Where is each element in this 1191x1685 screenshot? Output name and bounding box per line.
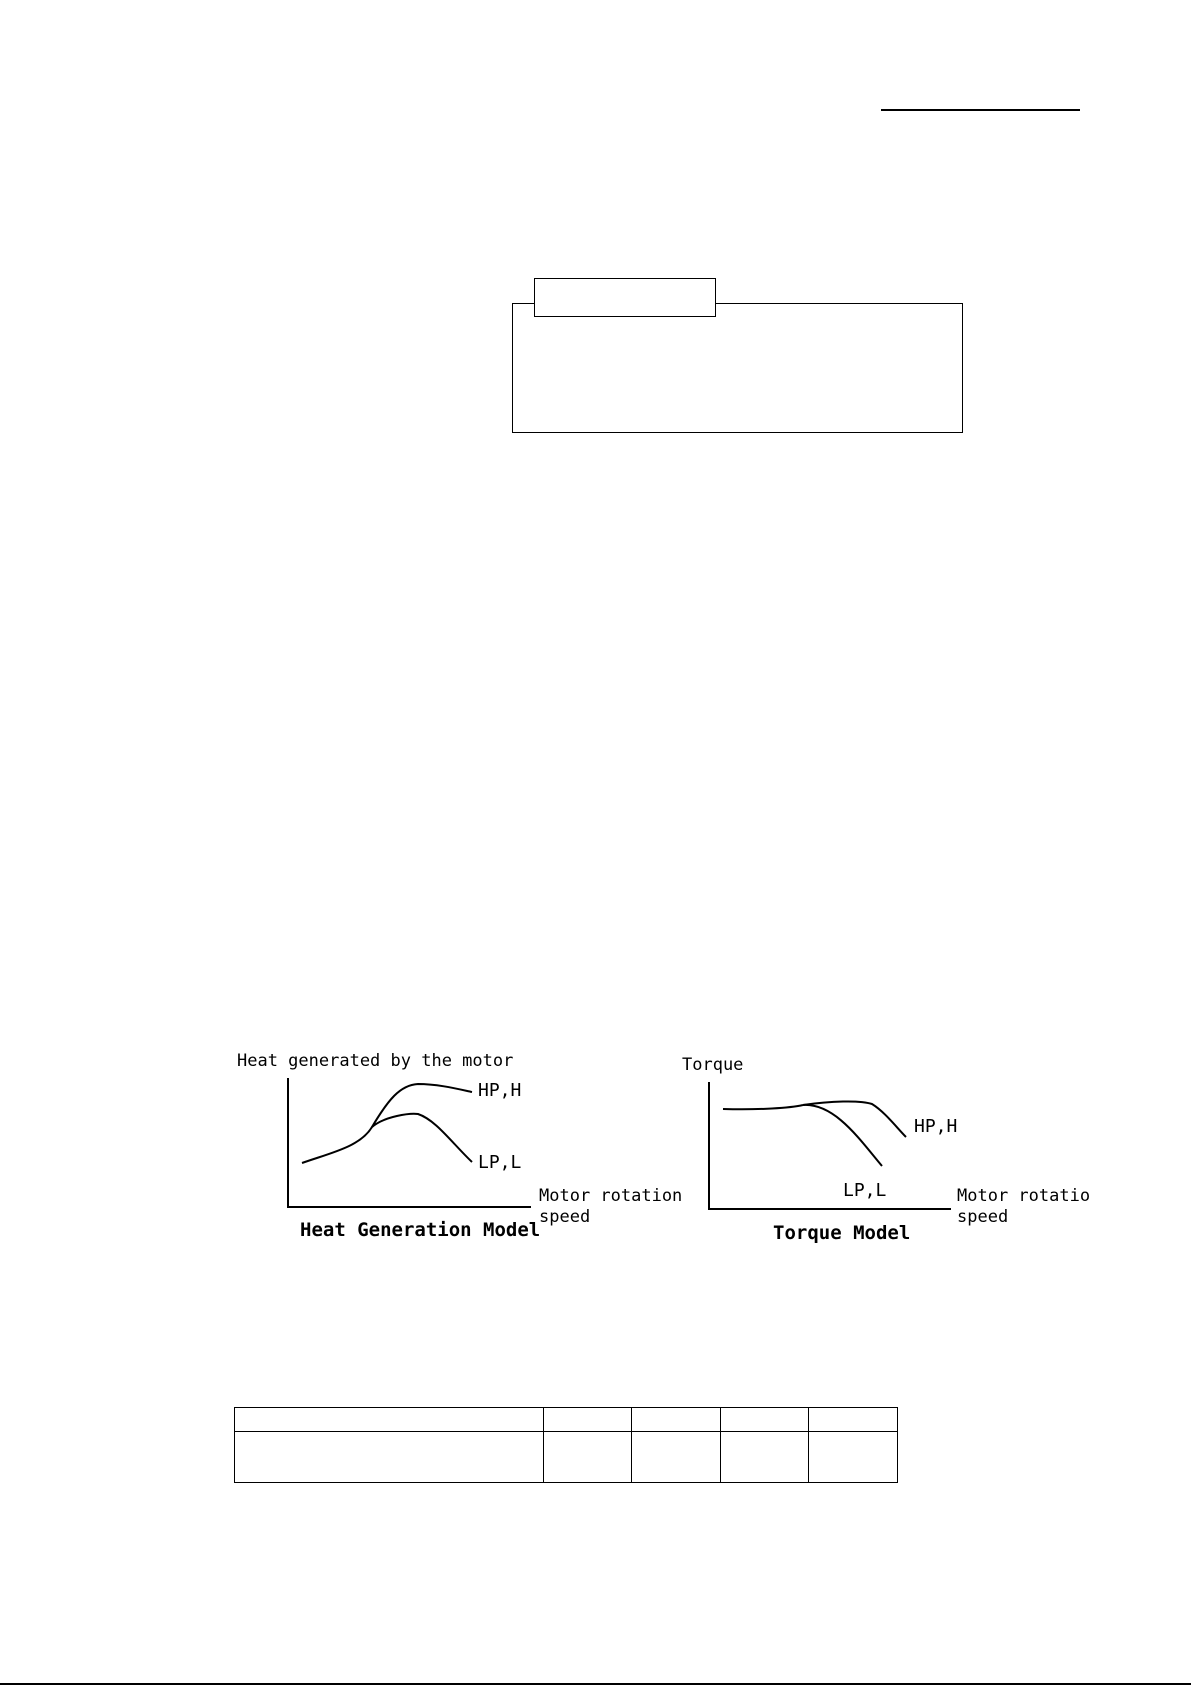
table-cell xyxy=(809,1432,898,1483)
table-row xyxy=(235,1408,898,1432)
heat-caption: Heat Generation Model xyxy=(300,1219,541,1241)
spec-table xyxy=(234,1407,898,1483)
torque-curve-high-label: HP,H xyxy=(914,1116,958,1137)
table-row xyxy=(235,1432,898,1483)
table-cell xyxy=(632,1432,721,1483)
heat-xlabel-line2: speed xyxy=(539,1207,591,1227)
table-cell xyxy=(720,1408,809,1432)
heat-curve-high-label: HP,H xyxy=(478,1080,522,1101)
torque-curve-low-label: LP,L xyxy=(843,1180,887,1201)
table-cell xyxy=(235,1432,544,1483)
torque-curve-base xyxy=(723,1105,803,1109)
table-cell xyxy=(720,1432,809,1483)
heat-xlabel-line1: Motor rotation xyxy=(539,1186,683,1206)
table-cell xyxy=(543,1432,632,1483)
table-cell xyxy=(543,1408,632,1432)
torque-xlabel-line2: speed xyxy=(957,1207,1009,1227)
table-cell xyxy=(235,1408,544,1432)
torque-caption: Torque Model xyxy=(773,1222,911,1244)
torque-curve-low xyxy=(803,1105,882,1166)
torque-ylabel: Torque xyxy=(682,1055,744,1075)
table-cell xyxy=(632,1408,721,1432)
heat-curve-low-label: LP,L xyxy=(478,1152,522,1173)
heat-ylabel: Heat generated by the motor xyxy=(237,1051,514,1071)
table-cell xyxy=(809,1408,898,1432)
torque-xlabel-line1: Motor rotatio xyxy=(957,1186,1091,1206)
